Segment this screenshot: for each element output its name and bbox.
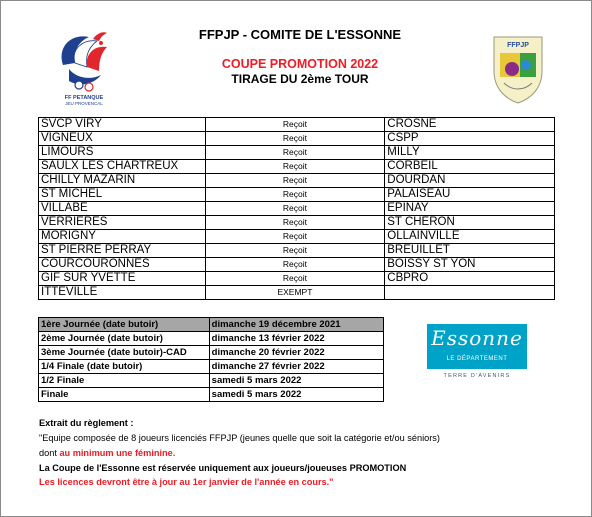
round-date-cell: dimanche 27 février 2022	[209, 360, 383, 374]
round-subtitle: TIRAGE DU 2ème TOUR	[231, 72, 369, 86]
away-team-cell: CSPP	[385, 132, 555, 146]
schedule-row	[39, 346, 384, 360]
relation-cell: Reçoit	[205, 118, 385, 132]
round-date-cell: dimanche 13 février 2022	[209, 332, 383, 346]
home-team-cell: ST MICHEL	[39, 188, 206, 202]
regulation-line-4: Les licences devront être à jour au 1er janvier de l'année en cours."	[39, 477, 334, 487]
draw-row	[39, 188, 555, 202]
relation-cell: Reçoit	[205, 258, 385, 272]
round-name-cell: 1/2 Finale	[39, 374, 210, 388]
draw-row	[39, 286, 555, 300]
away-team-cell: DOURDAN	[385, 174, 555, 188]
relation-cell: Reçoit	[205, 244, 385, 258]
regulation-line-2	[39, 448, 175, 458]
home-team-cell: MORIGNY	[39, 230, 206, 244]
home-team-cell: SAULX LES CHARTREUX	[39, 160, 206, 174]
relation-cell: Reçoit	[205, 216, 385, 230]
away-team-cell: EPINAY	[385, 202, 555, 216]
regulation-line-1: "Equipe composée de 8 joueurs licenciés FFPJP (jeunes quelle que soit la catégorie et/ou séniors)	[39, 433, 440, 443]
relation-cell: Reçoit	[205, 188, 385, 202]
relation-cell: Reçoit	[205, 160, 385, 174]
round-date-cell: samedi 5 mars 2022	[209, 388, 383, 402]
draw-row	[39, 132, 555, 146]
away-team-cell: MILLY	[385, 146, 555, 160]
draw-row	[39, 258, 555, 272]
schedule-row	[39, 374, 384, 388]
round-name-cell: Finale	[39, 388, 210, 402]
draw-row	[39, 244, 555, 258]
relation-cell: Reçoit	[205, 272, 385, 286]
schedule-row	[39, 360, 384, 374]
away-team-cell: CROSNE	[385, 118, 555, 132]
round-name-cell: 2ème Journée (date butoir)	[39, 332, 210, 346]
home-team-cell: SVCP VIRY	[39, 118, 206, 132]
regulation-line-3: La Coupe de l'Essonne est réservée uniquement aux joueurs/joueuses PROMOTION	[39, 463, 407, 473]
home-team-cell: LIMOURS	[39, 146, 206, 160]
draw-row	[39, 202, 555, 216]
home-team-cell: CHILLY MAZARIN	[39, 174, 206, 188]
round-name-cell: 1ère Journée (date butoir)	[39, 318, 210, 332]
draw-row	[39, 216, 555, 230]
relation-cell: EXEMPT	[205, 286, 385, 300]
home-team-cell: VERRIERES	[39, 216, 206, 230]
competition-title: COUPE PROMOTION 2022	[221, 57, 379, 71]
organization-title: FFPJP - COMITE DE L'ESSONNE	[198, 27, 402, 42]
away-team-cell: ST CHERON	[385, 216, 555, 230]
round-name-cell: 1/4 Finale (date butoir)	[39, 360, 210, 374]
essonne-tagline: TERRE D'AVENIRS	[443, 373, 511, 379]
round-date-cell: dimanche 20 février 2022	[209, 346, 383, 360]
draw-row	[39, 118, 555, 132]
regulation-line-2-prefix: dont	[39, 448, 60, 458]
home-team-cell: ITTEVILLE	[39, 286, 206, 300]
draw-row	[39, 146, 555, 160]
schedule-row	[39, 318, 384, 332]
home-team-cell: VILLABE	[39, 202, 206, 216]
away-team-cell: BREUILLET	[385, 244, 555, 258]
round-date-cell: samedi 5 mars 2022	[209, 374, 383, 388]
round-date-cell: dimanche 19 décembre 2021	[209, 318, 383, 332]
away-team-cell: CORBEIL	[385, 160, 555, 174]
round-name-cell: 3ème Journée (date butoir)-CAD	[39, 346, 210, 360]
left-logo-line2: JEU PROVENCAL	[65, 101, 103, 106]
away-team-cell: PALAISEAU	[385, 188, 555, 202]
regulation-heading: Extrait du règlement :	[39, 418, 134, 428]
home-team-cell: GIF SUR YVETTE	[39, 272, 206, 286]
essonne-department-label: LE DÉPARTEMENT	[446, 356, 508, 362]
away-team-cell: BOISSY ST YON	[385, 258, 555, 272]
draw-row	[39, 174, 555, 188]
regulation-line-2-highlight: au minimum une féminine.	[59, 448, 176, 458]
essonne-department-logo	[427, 324, 527, 369]
draw-row	[39, 160, 555, 174]
draw-table	[38, 117, 555, 300]
home-team-cell: COURCOURONNES	[39, 258, 206, 272]
left-logo-line1: FF PETANQUE	[64, 95, 104, 101]
essonne-logo-text: Essonne	[431, 326, 523, 350]
relation-cell: Reçoit	[205, 174, 385, 188]
schedule-row	[39, 388, 384, 402]
schedule-row	[39, 332, 384, 346]
draw-row	[39, 272, 555, 286]
schedule-table	[38, 317, 384, 402]
relation-cell: Reçoit	[205, 230, 385, 244]
away-team-cell: CBPRO	[385, 272, 555, 286]
away-team-cell: OLLAINVILLE	[385, 230, 555, 244]
right-logo-text: FFPJP	[507, 42, 529, 49]
away-team-cell	[385, 286, 555, 300]
relation-cell: Reçoit	[205, 146, 385, 160]
relation-cell: Reçoit	[205, 132, 385, 146]
home-team-cell: VIGNEUX	[39, 132, 206, 146]
relation-cell: Reçoit	[205, 202, 385, 216]
home-team-cell: ST PIERRE PERRAY	[39, 244, 206, 258]
draw-row	[39, 230, 555, 244]
